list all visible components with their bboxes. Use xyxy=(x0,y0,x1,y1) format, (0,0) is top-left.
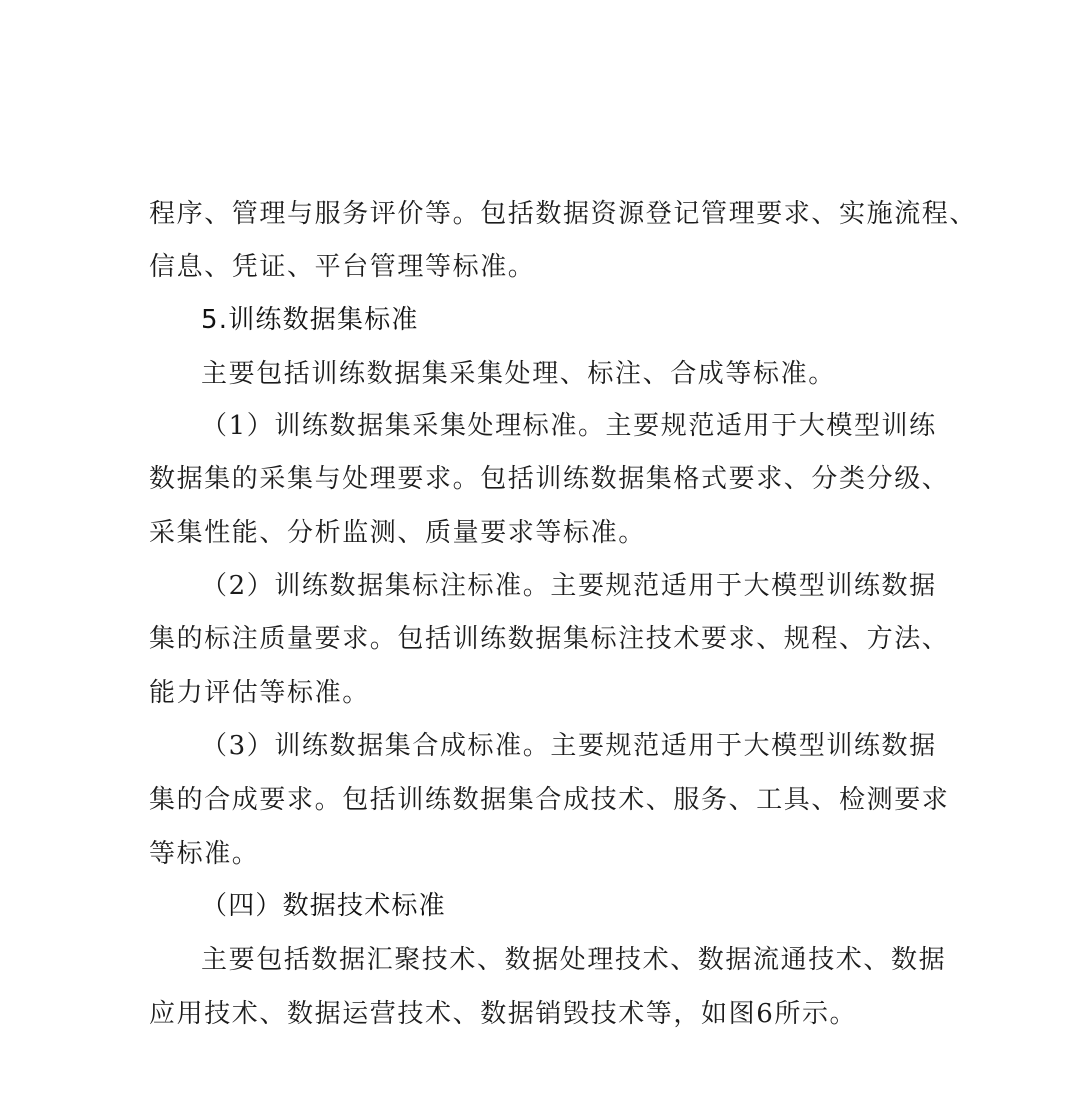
paragraph-line: 集的标注质量要求。包括训练数据集标注技术要求、规程、方法、 xyxy=(149,624,950,654)
paragraph-line: 主要包括训练数据集采集处理、标注、合成等标准。 xyxy=(201,359,836,389)
paragraph-line: 程序、管理与服务评价等。包括数据资源登记管理要求、实施流程、 xyxy=(149,199,978,229)
paragraph-line: 信息、凭证、平台管理等标准。 xyxy=(149,252,536,282)
paragraph-line: （1）训练数据集采集处理标准。主要规范适用于大模型训练 xyxy=(201,411,937,441)
paragraph-line: 应用技术、数据运营技术、数据销毁技术等，如图6所示。 xyxy=(149,999,858,1029)
paragraph-line: （3）训练数据集合成标准。主要规范适用于大模型训练数据 xyxy=(201,731,937,761)
section-heading: 5.训练数据集标准 xyxy=(201,305,419,335)
paragraph-line: （2）训练数据集标注标准。主要规范适用于大模型训练数据 xyxy=(201,571,937,601)
paragraph-line: 集的合成要求。包括训练数据集合成技术、服务、工具、检测要求 xyxy=(149,785,950,815)
paragraph-line: 等标准。 xyxy=(149,839,260,869)
section-heading: （四）数据技术标准 xyxy=(201,891,446,921)
paragraph-line: 数据集的采集与处理要求。包括训练数据集格式要求、分类分级、 xyxy=(149,464,950,494)
paragraph-line: 能力评估等标准。 xyxy=(149,678,370,708)
paragraph-line: 主要包括数据汇聚技术、数据处理技术、数据流通技术、数据 xyxy=(201,945,947,975)
paragraph-line: 采集性能、分析监测、质量要求等标准。 xyxy=(149,518,646,548)
